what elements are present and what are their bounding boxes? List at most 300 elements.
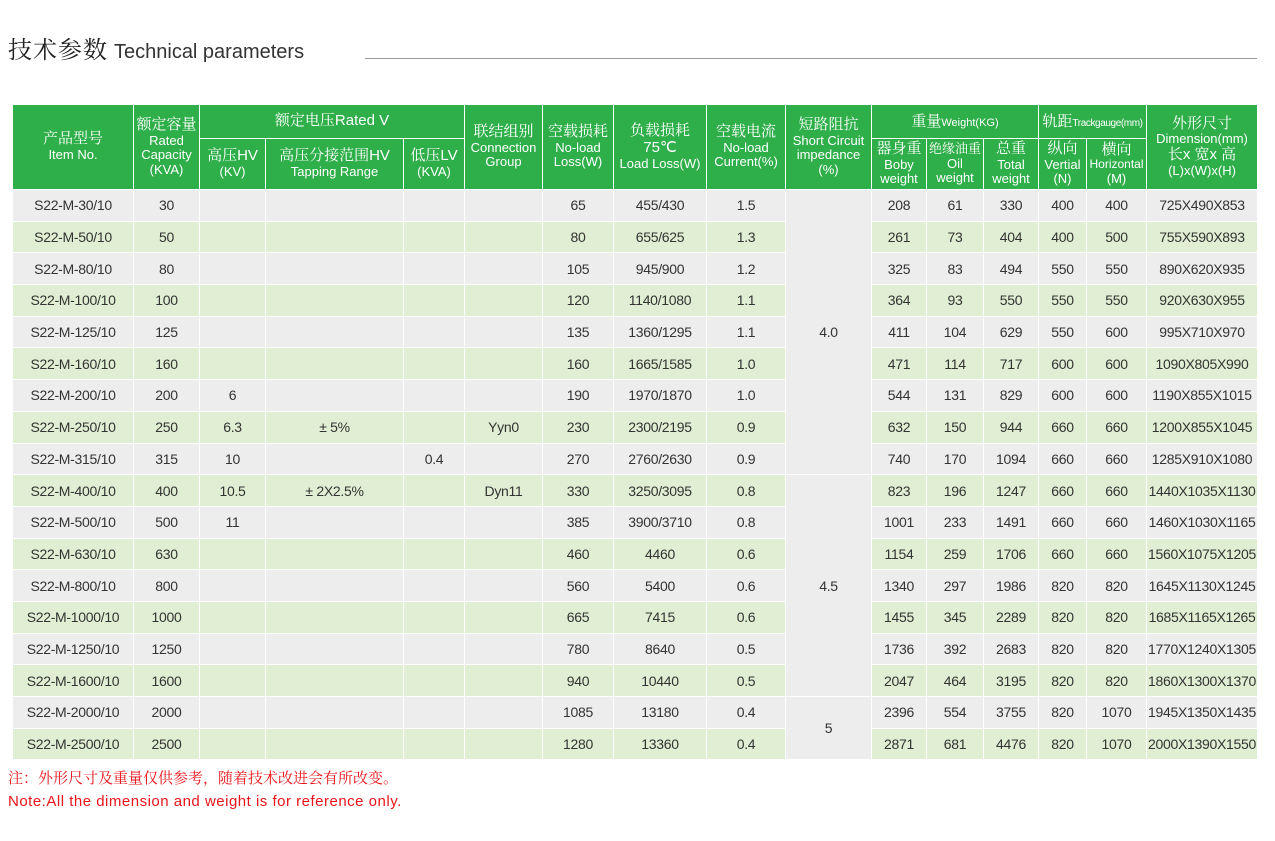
- cell-horizontal: 660: [1087, 443, 1147, 475]
- cell-horizontal: 660: [1087, 506, 1147, 538]
- cell-tapping: [266, 506, 404, 538]
- cell-oil-weight: 345: [927, 601, 984, 633]
- col-tapping-range: 高压分接范围HV Tapping Range: [266, 139, 404, 190]
- note-english: Note:All the dimension and weight is for reference only.: [8, 793, 402, 810]
- cell-load-loss: 3900/3710: [614, 506, 707, 538]
- cell-model: S22-M-315/10: [13, 443, 134, 475]
- cell-hv: [200, 285, 266, 317]
- cell-horizontal: 400: [1087, 190, 1147, 222]
- cell-current: 1.0: [707, 348, 786, 380]
- cell-connection: [465, 253, 543, 285]
- cell-load-loss: 4460: [614, 538, 707, 570]
- cell-lv: 0.4: [404, 443, 465, 475]
- table-row: [13, 570, 1258, 602]
- cell-total-weight: 1706: [984, 538, 1039, 570]
- cell-body-weight: 740: [872, 443, 927, 475]
- cell-current: 1.5: [707, 190, 786, 222]
- cell-noload-loss: 135: [543, 316, 614, 348]
- cell-dimension: 920X630X955: [1147, 285, 1258, 317]
- cell-noload-loss: 940: [543, 665, 614, 697]
- cell-model: S22-M-1000/10: [13, 601, 134, 633]
- table-row: [13, 380, 1258, 412]
- cell-vertical: 820: [1039, 665, 1087, 697]
- cell-oil-weight: 170: [927, 443, 984, 475]
- cell-vertical: 820: [1039, 697, 1087, 729]
- cell-hv: 6.3: [200, 411, 266, 443]
- col-body-weight: 器身重 Boby weight: [872, 139, 927, 190]
- cell-dimension: 1200X855X1045: [1147, 411, 1258, 443]
- col-horizontal: 横向 Horizontal (M): [1087, 139, 1147, 190]
- cell-noload-loss: 190: [543, 380, 614, 412]
- cell-dimension: 1945X1350X1435: [1147, 697, 1258, 729]
- cell-tapping: [266, 570, 404, 602]
- cell-body-weight: 471: [872, 348, 927, 380]
- col-noload-current: 空载电流 No-load Current(%): [707, 105, 786, 190]
- cell-hv: [200, 538, 266, 570]
- cell-hv: 6: [200, 380, 266, 412]
- cell-horizontal: 600: [1087, 380, 1147, 412]
- col-trackgauge: 轨距Trackgauge(mm): [1039, 105, 1147, 139]
- cell-noload-loss: 80: [543, 221, 614, 253]
- table-row: [13, 443, 1258, 475]
- cell-load-loss: 1360/1295: [614, 316, 707, 348]
- cell-lv: [404, 380, 465, 412]
- cell-load-loss: 655/625: [614, 221, 707, 253]
- cell-lv: [404, 348, 465, 380]
- cell-hv: 10: [200, 443, 266, 475]
- cell-dimension: 2000X1390X1550: [1147, 728, 1258, 760]
- cell-oil-weight: 233: [927, 506, 984, 538]
- cell-model: S22-M-2500/10: [13, 728, 134, 760]
- cell-capacity: 50: [134, 221, 200, 253]
- cell-vertical: 820: [1039, 570, 1087, 602]
- cell-body-weight: 632: [872, 411, 927, 443]
- cell-vertical: 550: [1039, 316, 1087, 348]
- cell-connection: [465, 697, 543, 729]
- cell-tapping: [266, 538, 404, 570]
- cell-oil-weight: 150: [927, 411, 984, 443]
- cell-model: S22-M-400/10: [13, 475, 134, 507]
- cell-load-loss: 13180: [614, 697, 707, 729]
- cell-body-weight: 411: [872, 316, 927, 348]
- cell-load-loss: 1140/1080: [614, 285, 707, 317]
- cell-model: S22-M-50/10: [13, 221, 134, 253]
- cell-connection: [465, 601, 543, 633]
- cell-tapping: [266, 285, 404, 317]
- cell-vertical: 600: [1039, 380, 1087, 412]
- cell-hv: [200, 221, 266, 253]
- table-row: [13, 316, 1258, 348]
- cell-lv: [404, 570, 465, 602]
- cell-total-weight: 3755: [984, 697, 1039, 729]
- cell-current: 0.8: [707, 475, 786, 507]
- cell-total-weight: 1094: [984, 443, 1039, 475]
- cell-vertical: 660: [1039, 538, 1087, 570]
- note-chinese: 注：外形尺寸及重量仅供参考，随着技术改进会有所改变。: [8, 769, 399, 787]
- col-oil-weight: 绝缘油重 Oil weight: [927, 139, 984, 190]
- technical-parameters-table: [12, 104, 1258, 760]
- cell-dimension: 1285X910X1080: [1147, 443, 1258, 475]
- cell-horizontal: 820: [1087, 665, 1147, 697]
- col-dimension: 外形尺寸 Dimension(mm) 长x 宽x 高 (L)x(W)x(H): [1147, 105, 1258, 190]
- cell-tapping: [266, 443, 404, 475]
- cell-capacity: 1250: [134, 633, 200, 665]
- cell-horizontal: 1070: [1087, 728, 1147, 760]
- cell-dimension: 1770X1240X1305: [1147, 633, 1258, 665]
- cell-capacity: 800: [134, 570, 200, 602]
- col-connection-group: 联结组别 Connection Group: [465, 105, 543, 190]
- cell-horizontal: 550: [1087, 285, 1147, 317]
- cell-load-loss: 1665/1585: [614, 348, 707, 380]
- cell-lv: [404, 190, 465, 222]
- cell-horizontal: 820: [1087, 633, 1147, 665]
- cell-tapping: ± 2X2.5%: [266, 475, 404, 507]
- cell-hv: 10.5: [200, 475, 266, 507]
- cell-current: 0.4: [707, 728, 786, 760]
- cell-total-weight: 494: [984, 253, 1039, 285]
- table-row: [13, 190, 1258, 222]
- cell-dimension: 1460X1030X1165: [1147, 506, 1258, 538]
- cell-horizontal: 660: [1087, 475, 1147, 507]
- cell-dimension: 1560X1075X1205: [1147, 538, 1258, 570]
- cell-current: 0.4: [707, 697, 786, 729]
- cell-noload-loss: 65: [543, 190, 614, 222]
- cell-connection: [465, 348, 543, 380]
- cell-capacity: 2500: [134, 728, 200, 760]
- cell-noload-loss: 120: [543, 285, 614, 317]
- cell-vertical: 660: [1039, 506, 1087, 538]
- cell-hv: [200, 728, 266, 760]
- cell-model: S22-M-30/10: [13, 190, 134, 222]
- cell-connection: [465, 665, 543, 697]
- cell-oil-weight: 681: [927, 728, 984, 760]
- cell-oil-weight: 259: [927, 538, 984, 570]
- cell-total-weight: 550: [984, 285, 1039, 317]
- cell-model: S22-M-125/10: [13, 316, 134, 348]
- cell-noload-loss: 105: [543, 253, 614, 285]
- cell-current: 0.6: [707, 538, 786, 570]
- cell-vertical: 660: [1039, 443, 1087, 475]
- cell-lv: [404, 728, 465, 760]
- cell-load-loss: 3250/3095: [614, 475, 707, 507]
- cell-dimension: 1645X1130X1245: [1147, 570, 1258, 602]
- cell-connection: [465, 633, 543, 665]
- cell-capacity: 200: [134, 380, 200, 412]
- cell-model: S22-M-200/10: [13, 380, 134, 412]
- cell-vertical: 820: [1039, 601, 1087, 633]
- cell-body-weight: 1154: [872, 538, 927, 570]
- cell-hv: [200, 570, 266, 602]
- cell-capacity: 160: [134, 348, 200, 380]
- cell-connection: [465, 221, 543, 253]
- cell-connection: [465, 285, 543, 317]
- cell-oil-weight: 392: [927, 633, 984, 665]
- cell-noload-loss: 270: [543, 443, 614, 475]
- cell-dimension: 995X710X970: [1147, 316, 1258, 348]
- cell-capacity: 400: [134, 475, 200, 507]
- cell-load-loss: 10440: [614, 665, 707, 697]
- cell-current: 0.6: [707, 570, 786, 602]
- cell-oil-weight: 554: [927, 697, 984, 729]
- cell-load-loss: 2300/2195: [614, 411, 707, 443]
- cell-load-loss: 945/900: [614, 253, 707, 285]
- cell-capacity: 315: [134, 443, 200, 475]
- cell-body-weight: 2047: [872, 665, 927, 697]
- cell-horizontal: 660: [1087, 538, 1147, 570]
- cell-noload-loss: 230: [543, 411, 614, 443]
- table-row: [13, 221, 1258, 253]
- cell-connection: [465, 570, 543, 602]
- cell-model: S22-M-500/10: [13, 506, 134, 538]
- cell-current: 0.5: [707, 665, 786, 697]
- cell-horizontal: 500: [1087, 221, 1147, 253]
- cell-model: S22-M-630/10: [13, 538, 134, 570]
- cell-current: 1.1: [707, 285, 786, 317]
- cell-body-weight: 1001: [872, 506, 927, 538]
- cell-vertical: 820: [1039, 728, 1087, 760]
- cell-oil-weight: 464: [927, 665, 984, 697]
- cell-tapping: ± 5%: [266, 411, 404, 443]
- cell-total-weight: 629: [984, 316, 1039, 348]
- cell-model: S22-M-800/10: [13, 570, 134, 602]
- cell-lv: [404, 506, 465, 538]
- cell-tapping: [266, 601, 404, 633]
- cell-capacity: 100: [134, 285, 200, 317]
- cell-hv: 11: [200, 506, 266, 538]
- cell-body-weight: 2871: [872, 728, 927, 760]
- col-total-weight: 总重 Total weight: [984, 139, 1039, 190]
- cell-noload-loss: 1085: [543, 697, 614, 729]
- cell-noload-loss: 665: [543, 601, 614, 633]
- table-row: [13, 601, 1258, 633]
- cell-hv: [200, 253, 266, 285]
- cell-dimension: 755X590X893: [1147, 221, 1258, 253]
- cell-horizontal: 1070: [1087, 697, 1147, 729]
- cell-lv: [404, 697, 465, 729]
- cell-current: 0.9: [707, 443, 786, 475]
- cell-connection: [465, 443, 543, 475]
- cell-lv: [404, 633, 465, 665]
- cell-total-weight: 3195: [984, 665, 1039, 697]
- col-model: 产品型号 Item No.: [13, 105, 134, 190]
- cell-horizontal: 820: [1087, 601, 1147, 633]
- cell-horizontal: 660: [1087, 411, 1147, 443]
- cell-vertical: 660: [1039, 411, 1087, 443]
- cell-total-weight: 4476: [984, 728, 1039, 760]
- cell-tapping: [266, 221, 404, 253]
- cell-load-loss: 455/430: [614, 190, 707, 222]
- cell-load-loss: 5400: [614, 570, 707, 602]
- cell-lv: [404, 411, 465, 443]
- table-row: [13, 285, 1258, 317]
- cell-oil-weight: 297: [927, 570, 984, 602]
- cell-vertical: 400: [1039, 221, 1087, 253]
- cell-capacity: 30: [134, 190, 200, 222]
- cell-impedance: 4.0: [786, 190, 872, 475]
- cell-horizontal: 600: [1087, 348, 1147, 380]
- table-row: [13, 728, 1258, 760]
- cell-noload-loss: 460: [543, 538, 614, 570]
- cell-oil-weight: 93: [927, 285, 984, 317]
- cell-tapping: [266, 633, 404, 665]
- cell-model: S22-M-2000/10: [13, 697, 134, 729]
- cell-hv: [200, 348, 266, 380]
- table-row: [13, 506, 1258, 538]
- cell-oil-weight: 104: [927, 316, 984, 348]
- cell-oil-weight: 83: [927, 253, 984, 285]
- col-weight: 重量Weight(KG): [872, 105, 1039, 139]
- cell-total-weight: 1986: [984, 570, 1039, 602]
- cell-model: S22-M-100/10: [13, 285, 134, 317]
- cell-oil-weight: 131: [927, 380, 984, 412]
- cell-body-weight: 364: [872, 285, 927, 317]
- cell-capacity: 125: [134, 316, 200, 348]
- cell-connection: [465, 538, 543, 570]
- cell-tapping: [266, 728, 404, 760]
- cell-body-weight: 544: [872, 380, 927, 412]
- cell-total-weight: 944: [984, 411, 1039, 443]
- cell-horizontal: 600: [1087, 316, 1147, 348]
- cell-impedance: 4.5: [786, 475, 872, 697]
- col-lv: 低压LV (KVA): [404, 139, 465, 190]
- cell-lv: [404, 285, 465, 317]
- cell-lv: [404, 538, 465, 570]
- cell-noload-loss: 385: [543, 506, 614, 538]
- cell-vertical: 550: [1039, 253, 1087, 285]
- cell-total-weight: 1491: [984, 506, 1039, 538]
- cell-dimension: 1860X1300X1370: [1147, 665, 1258, 697]
- cell-body-weight: 208: [872, 190, 927, 222]
- cell-capacity: 2000: [134, 697, 200, 729]
- cell-load-loss: 8640: [614, 633, 707, 665]
- cell-current: 1.2: [707, 253, 786, 285]
- table-row: [13, 348, 1258, 380]
- table-row: [13, 411, 1258, 443]
- col-vertical: 纵向 Vertial (N): [1039, 139, 1087, 190]
- table-row: [13, 697, 1258, 729]
- cell-body-weight: 823: [872, 475, 927, 507]
- cell-vertical: 600: [1039, 348, 1087, 380]
- cell-capacity: 500: [134, 506, 200, 538]
- cell-hv: [200, 316, 266, 348]
- cell-lv: [404, 253, 465, 285]
- cell-hv: [200, 190, 266, 222]
- cell-total-weight: 2289: [984, 601, 1039, 633]
- cell-oil-weight: 73: [927, 221, 984, 253]
- col-capacity: 额定容量 Rated Capacity (KVA): [134, 105, 200, 190]
- cell-hv: [200, 633, 266, 665]
- cell-hv: [200, 697, 266, 729]
- cell-connection: [465, 506, 543, 538]
- cell-connection: Dyn11: [465, 475, 543, 507]
- cell-total-weight: 404: [984, 221, 1039, 253]
- cell-capacity: 630: [134, 538, 200, 570]
- cell-tapping: [266, 380, 404, 412]
- cell-total-weight: 1247: [984, 475, 1039, 507]
- cell-capacity: 250: [134, 411, 200, 443]
- col-hv: 高压HV (KV): [200, 139, 266, 190]
- heading-chinese: 技术参数: [8, 36, 108, 64]
- cell-lv: [404, 665, 465, 697]
- col-load-loss: 负载损耗 75℃ Load Loss(W): [614, 105, 707, 190]
- cell-body-weight: 325: [872, 253, 927, 285]
- cell-hv: [200, 601, 266, 633]
- cell-connection: [465, 316, 543, 348]
- table-row: [13, 633, 1258, 665]
- col-rated-voltage: 额定电压Rated V: [200, 105, 465, 139]
- cell-model: S22-M-1250/10: [13, 633, 134, 665]
- heading-english: Technical parameters: [114, 41, 305, 63]
- cell-dimension: 725X490X853: [1147, 190, 1258, 222]
- section-heading: [8, 30, 304, 65]
- cell-noload-loss: 330: [543, 475, 614, 507]
- cell-noload-loss: 780: [543, 633, 614, 665]
- cell-total-weight: 2683: [984, 633, 1039, 665]
- cell-model: S22-M-160/10: [13, 348, 134, 380]
- cell-dimension: 890X620X935: [1147, 253, 1258, 285]
- table-body: [13, 190, 1258, 760]
- cell-capacity: 1600: [134, 665, 200, 697]
- cell-capacity: 1000: [134, 601, 200, 633]
- cell-body-weight: 261: [872, 221, 927, 253]
- cell-total-weight: 829: [984, 380, 1039, 412]
- cell-impedance: 5: [786, 697, 872, 760]
- cell-noload-loss: 160: [543, 348, 614, 380]
- cell-body-weight: 1455: [872, 601, 927, 633]
- cell-model: S22-M-250/10: [13, 411, 134, 443]
- cell-noload-loss: 1280: [543, 728, 614, 760]
- cell-oil-weight: 61: [927, 190, 984, 222]
- cell-body-weight: 1340: [872, 570, 927, 602]
- cell-lv: [404, 221, 465, 253]
- cell-load-loss: 1970/1870: [614, 380, 707, 412]
- cell-connection: Yyn0: [465, 411, 543, 443]
- col-impedance: 短路阻抗 Short Circuit impedance (%): [786, 105, 872, 190]
- cell-model: S22-M-1600/10: [13, 665, 134, 697]
- cell-connection: [465, 728, 543, 760]
- cell-model: S22-M-80/10: [13, 253, 134, 285]
- cell-oil-weight: 114: [927, 348, 984, 380]
- cell-current: 1.0: [707, 380, 786, 412]
- cell-connection: [465, 190, 543, 222]
- cell-tapping: [266, 190, 404, 222]
- table-header: [13, 105, 1258, 190]
- cell-tapping: [266, 665, 404, 697]
- cell-current: 0.9: [707, 411, 786, 443]
- table-row: [13, 475, 1258, 507]
- cell-current: 1.1: [707, 316, 786, 348]
- table-row: [13, 665, 1258, 697]
- cell-connection: [465, 380, 543, 412]
- cell-total-weight: 717: [984, 348, 1039, 380]
- cell-noload-loss: 560: [543, 570, 614, 602]
- cell-tapping: [266, 253, 404, 285]
- cell-horizontal: 820: [1087, 570, 1147, 602]
- cell-current: 1.3: [707, 221, 786, 253]
- cell-hv: [200, 665, 266, 697]
- cell-dimension: 1685X1165X1265: [1147, 601, 1258, 633]
- cell-load-loss: 7415: [614, 601, 707, 633]
- cell-dimension: 1440X1035X1130: [1147, 475, 1258, 507]
- cell-load-loss: 2760/2630: [614, 443, 707, 475]
- cell-total-weight: 330: [984, 190, 1039, 222]
- cell-vertical: 550: [1039, 285, 1087, 317]
- cell-tapping: [266, 316, 404, 348]
- cell-current: 0.8: [707, 506, 786, 538]
- cell-dimension: 1190X855X1015: [1147, 380, 1258, 412]
- heading-divider: [365, 58, 1257, 59]
- cell-lv: [404, 316, 465, 348]
